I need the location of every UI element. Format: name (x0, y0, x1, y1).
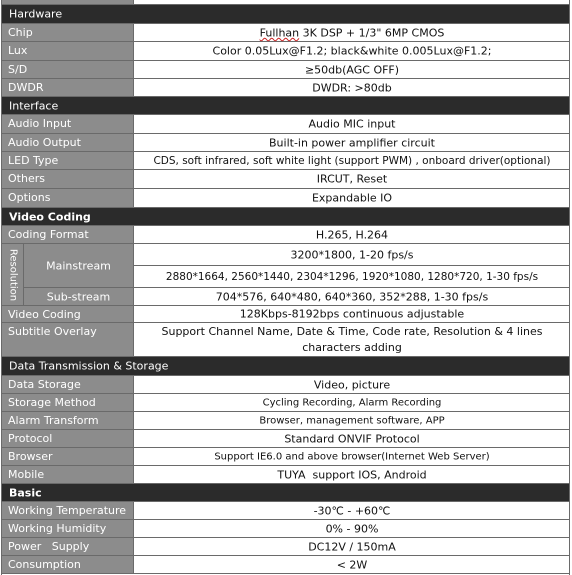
row-power-supply (2, 538, 570, 556)
row-others (2, 170, 570, 189)
row-browser (2, 448, 570, 466)
row-value: < 2W (336, 558, 368, 571)
section-interface (2, 97, 570, 115)
row-value: Built-in power amplifier circuit (269, 136, 435, 149)
substream-value: 704*576, 640*480, 640*360, 352*288, 1-30 fps/s (134, 288, 570, 306)
row-label: Browser (2, 448, 134, 465)
mainstream-value-2: 2880*1664, 2560*1440, 2304*1296, 1920*1080, 1280*720, 1-30 fps/s (134, 266, 570, 288)
row-sd (2, 61, 570, 79)
row-value: Standard ONVIF Protocol (284, 432, 420, 445)
row-value: DC12V / 150mA (308, 540, 396, 553)
row-label: Data Storage (2, 376, 134, 393)
row-value: Audio MIC input (308, 117, 396, 131)
row-label: Mobile (2, 466, 134, 483)
row-label: Subtitle Overlay (2, 323, 134, 356)
row-label: Power Supply (2, 538, 134, 555)
row-label: LED Type (2, 152, 134, 169)
row-label: Consumption (2, 556, 134, 573)
row-value (134, 24, 570, 41)
row-label: Working Temperature (2, 502, 134, 519)
row-label: Storage Method (2, 394, 134, 411)
chip-brand: Fullhan (259, 26, 300, 39)
row-label: Video Coding (2, 306, 134, 322)
row-value: -30℃ - +60℃ (313, 504, 391, 517)
section-video-coding (2, 208, 570, 226)
resolution-block (2, 244, 570, 306)
row-value: Video, picture (313, 378, 391, 391)
row-coding-format (2, 226, 570, 244)
row-label: Audio Output (2, 134, 134, 151)
row-mobile (2, 466, 570, 484)
resolution-label: Resolution (2, 244, 24, 306)
row-value: ≥50db(AGC OFF) (304, 63, 400, 76)
chip-spec: 3K DSP + 1/3" 6MP CMOS (299, 26, 445, 39)
row-options (2, 189, 570, 208)
row-value: Support IE6.0 and above browser(Internet Web Server) (214, 451, 490, 462)
row-storage-method (2, 394, 570, 412)
mainstream-label: Mainstream (24, 244, 134, 288)
row-label: Audio Input (2, 115, 134, 133)
row-value: TUYA support IOS, Android (277, 468, 427, 481)
row-value: H.265, H.264 (315, 228, 389, 241)
row-dwdr (2, 79, 570, 97)
row-working-temperature (2, 502, 570, 520)
row-subtitle-overlay (2, 323, 570, 357)
row-label: Options (2, 189, 134, 207)
section-title: Basic (9, 486, 42, 499)
section-basic (2, 484, 570, 502)
row-value: Support Channel Name, Date & Time, Code rate, Resolution & 4 lines characters adding (161, 324, 543, 354)
row-label: Protocol (2, 430, 134, 447)
row-chip (2, 24, 570, 42)
row-working-humidity (2, 520, 570, 538)
label-cell (2, 0, 134, 4)
mainstream-value-1: 3200*1800, 1-20 fps/s (134, 244, 570, 266)
row-value: 0% - 90% (325, 522, 379, 535)
row-label: Lux (2, 42, 134, 60)
row-label: Working Humidity (2, 520, 134, 537)
row-protocol (2, 430, 570, 448)
section-hardware (2, 5, 570, 24)
substream-label: Sub-stream (24, 288, 134, 306)
row-label: S/D (2, 61, 134, 78)
row-label: Chip (2, 24, 134, 41)
section-title: Data Transmission & Storage (9, 359, 169, 373)
row-label: DWDR (2, 79, 134, 96)
row-label: Alarm Transform (2, 412, 134, 429)
row-consumption (2, 556, 570, 574)
section-data-storage (2, 357, 570, 376)
row-value: Browser, management software, APP (259, 415, 445, 426)
section-title: Video Coding (9, 210, 91, 223)
row-led-type (2, 152, 570, 170)
row-label: Coding Format (2, 226, 134, 243)
row-bitrate (2, 306, 570, 323)
row-lux (2, 42, 570, 61)
row-alarm-transform (2, 412, 570, 430)
section-title: Interface (9, 99, 59, 112)
row-value: DWDR: >80db (312, 81, 392, 94)
row-value: 128Kbps-8192bps continuous adjustable (239, 307, 465, 321)
row-audio-input (2, 115, 570, 134)
row-value: CDS, soft infrared, soft white light (support PWM) , onboard driver(optional) (153, 154, 551, 167)
row-audio-output (2, 134, 570, 152)
section-title: Hardware (9, 7, 63, 21)
row-value: IRCUT, Reset (316, 172, 388, 186)
row-label: Others (2, 170, 134, 188)
row-value: Expandable IO (311, 191, 393, 205)
row-data-storage (2, 376, 570, 394)
row-value: Color 0.05Lux@F1.2; black&white 0.005Lux@F1.2; (212, 44, 492, 58)
row-value: Cycling Recording, Alarm Recording (262, 397, 442, 408)
